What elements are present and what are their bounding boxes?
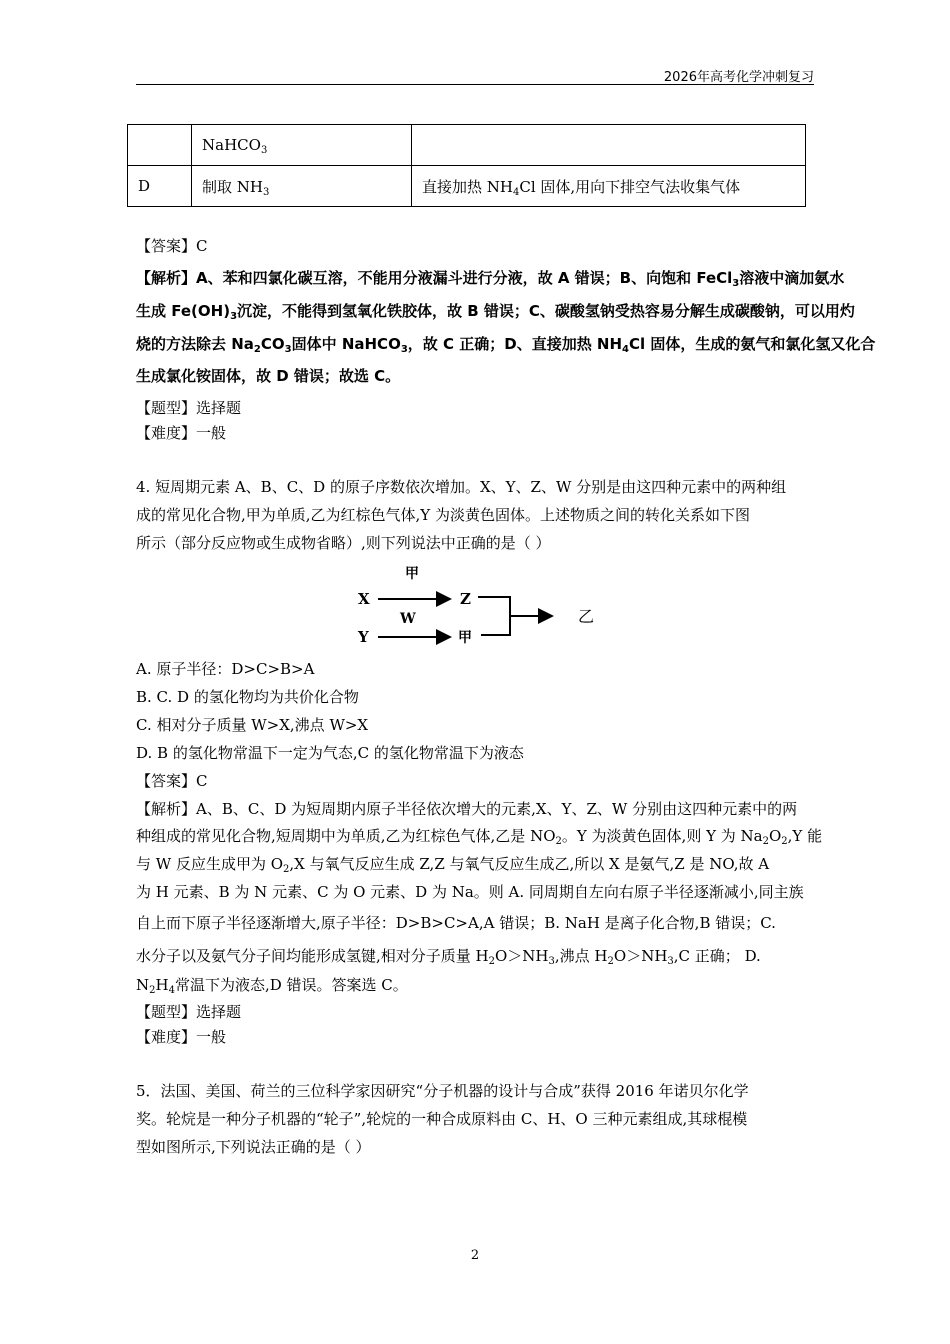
q4-analysis-line: 水分子以及氨气分子间均能形成氢键,相对分子质量 $H_2O>NH_3$,沸点 $H_2O>NH_3,C$ 正确； D.: [136, 947, 761, 967]
diagram-label-jia-right: 甲: [458, 630, 472, 646]
diagram-label-z: Z: [460, 590, 471, 608]
table-cell: 制取 $NH_3$: [192, 166, 412, 207]
q5-stem-line: 型如图所示,下列说法正确的是（ ）: [136, 1138, 371, 1156]
q3-difficulty: 【难度】一般: [136, 424, 227, 442]
table-row: [128, 125, 806, 166]
table-cell: 直接加热 $NH_4Cl$ 固体,用向下排空气法收集气体: [412, 166, 806, 207]
table-cell: NaHCO$_3$: [192, 125, 412, 166]
q4-difficulty: 【难度】一般: [136, 1028, 227, 1046]
q3-type: 【题型】选择题: [136, 399, 242, 417]
q4-analysis-line: 自上而下原子半径逐渐增大,原子半径：D>B>C>A,A 错误；B. NaH 是离子化合物,B 错误；C.: [136, 914, 776, 932]
q5-stem-line: 5．法国、美国、荷兰的三位科学家因研究“分子机器的设计与合成”获得 2016 年诺贝尔化学: [136, 1082, 749, 1100]
header-rule: [136, 84, 814, 85]
page-number: 2: [470, 1248, 480, 1263]
q4-stem-line: 成的常见化合物,甲为单质,乙为红棕色气体,Y 为淡黄色固体。上述物质之间的转化关系如下图: [136, 506, 750, 524]
q4-option-b: B. C. D 的氢化物均为共价化合物: [136, 688, 359, 706]
q4-stem-line: 所示（部分反应物或生成物省略）,则下列说法中正确的是（ ）: [136, 534, 551, 552]
q4-stem-line: 4. 短周期元素 A、B、C、D 的原子序数依次增加。X、Y、Z、W 分别是由这四种元素中的两种组: [136, 478, 787, 496]
q4-analysis-line: 与 W 反应生成甲为 $O_2,X$ 与氧气反应生成 Z,Z 与氧气反应生成乙,所以 X 是氨气,Z 是 NO,故 A: [136, 855, 770, 875]
table-cell: [412, 125, 806, 166]
page-header-title: 2026年高考化学冲刺复习: [663, 70, 814, 85]
q3-answer: 【答案】C: [136, 237, 208, 255]
q3-analysis-line: 生成 $Fe(OH)_3$沉淀，不能得到氢氧化铁胶体，故 B 错误；C、碳酸氢钠受热容易分解生成碳酸钠，可以用灼: [136, 302, 855, 322]
diagram-label-jia-top: 甲: [405, 566, 419, 582]
q4-answer: 【答案】C: [136, 772, 208, 790]
table-cell: D: [128, 166, 192, 207]
experiment-table: [127, 124, 806, 207]
q4-option-d: D. B 的氢化物常温下一定为气态,C 的氢化物常温下为液态: [136, 744, 524, 762]
q4-analysis-line: 为 H 元素、B 为 N 元素、C 为 O 元素、D 为 Na。则 A. 同周期自左向右原子半径逐渐减小,同主族: [136, 883, 804, 901]
q4-analysis-line: $N_2H_4$常温下为液态,D 错误。答案选 C。: [136, 976, 408, 996]
q4-type: 【题型】选择题: [136, 1003, 242, 1021]
q3-analysis-line: 生成氯化铵固体，故 D 错误；故选 C。: [136, 367, 401, 385]
table-cell: [128, 125, 192, 166]
q3-analysis-line: 烧的方法除去 $Na_2CO_3$固体中 NaHCO$_3$，故 C 正确；D、直接加热 $NH_4Cl$ 固体，生成的氨气和氯化氢又化合: [136, 335, 876, 355]
q4-option-c: C. 相对分子质量 W>X,沸点 W>X: [136, 716, 369, 734]
q3-analysis-line: 【解析】A、苯和四氯化碳互溶，不能用分液漏斗进行分液，故 A 错误；B、向饱和 FeCl$_3$溶液中滴加氨水: [136, 269, 845, 289]
diagram-label-y: Y: [358, 628, 369, 646]
q4-option-a: A. 原子半径：D>C>B>A: [136, 660, 315, 678]
diagram-label-w: W: [400, 611, 416, 627]
diagram-label-yi: 乙: [578, 607, 595, 626]
q5-stem-line: 奖。轮烷是一种分子机器的“轮子”,轮烷的一种合成原料由 C、H、O 三种元素组成,其球棍模: [136, 1110, 748, 1128]
q4-analysis-line: 【解析】A、B、C、D 为短周期内原子半径依次增大的元素,X、Y、Z、W 分别由这四种元素中的两: [136, 800, 798, 818]
conversion-diagram: [350, 560, 610, 652]
diagram-label-x: X: [358, 590, 370, 608]
q4-analysis-line: 种组成的常见化合物,短周期中为单质,乙为红棕色气体,乙是 $NO_2$。Y 为淡黄色固体,则 Y 为 $Na_2O_2,Y$ 能: [136, 827, 823, 847]
table-row: [128, 166, 806, 207]
